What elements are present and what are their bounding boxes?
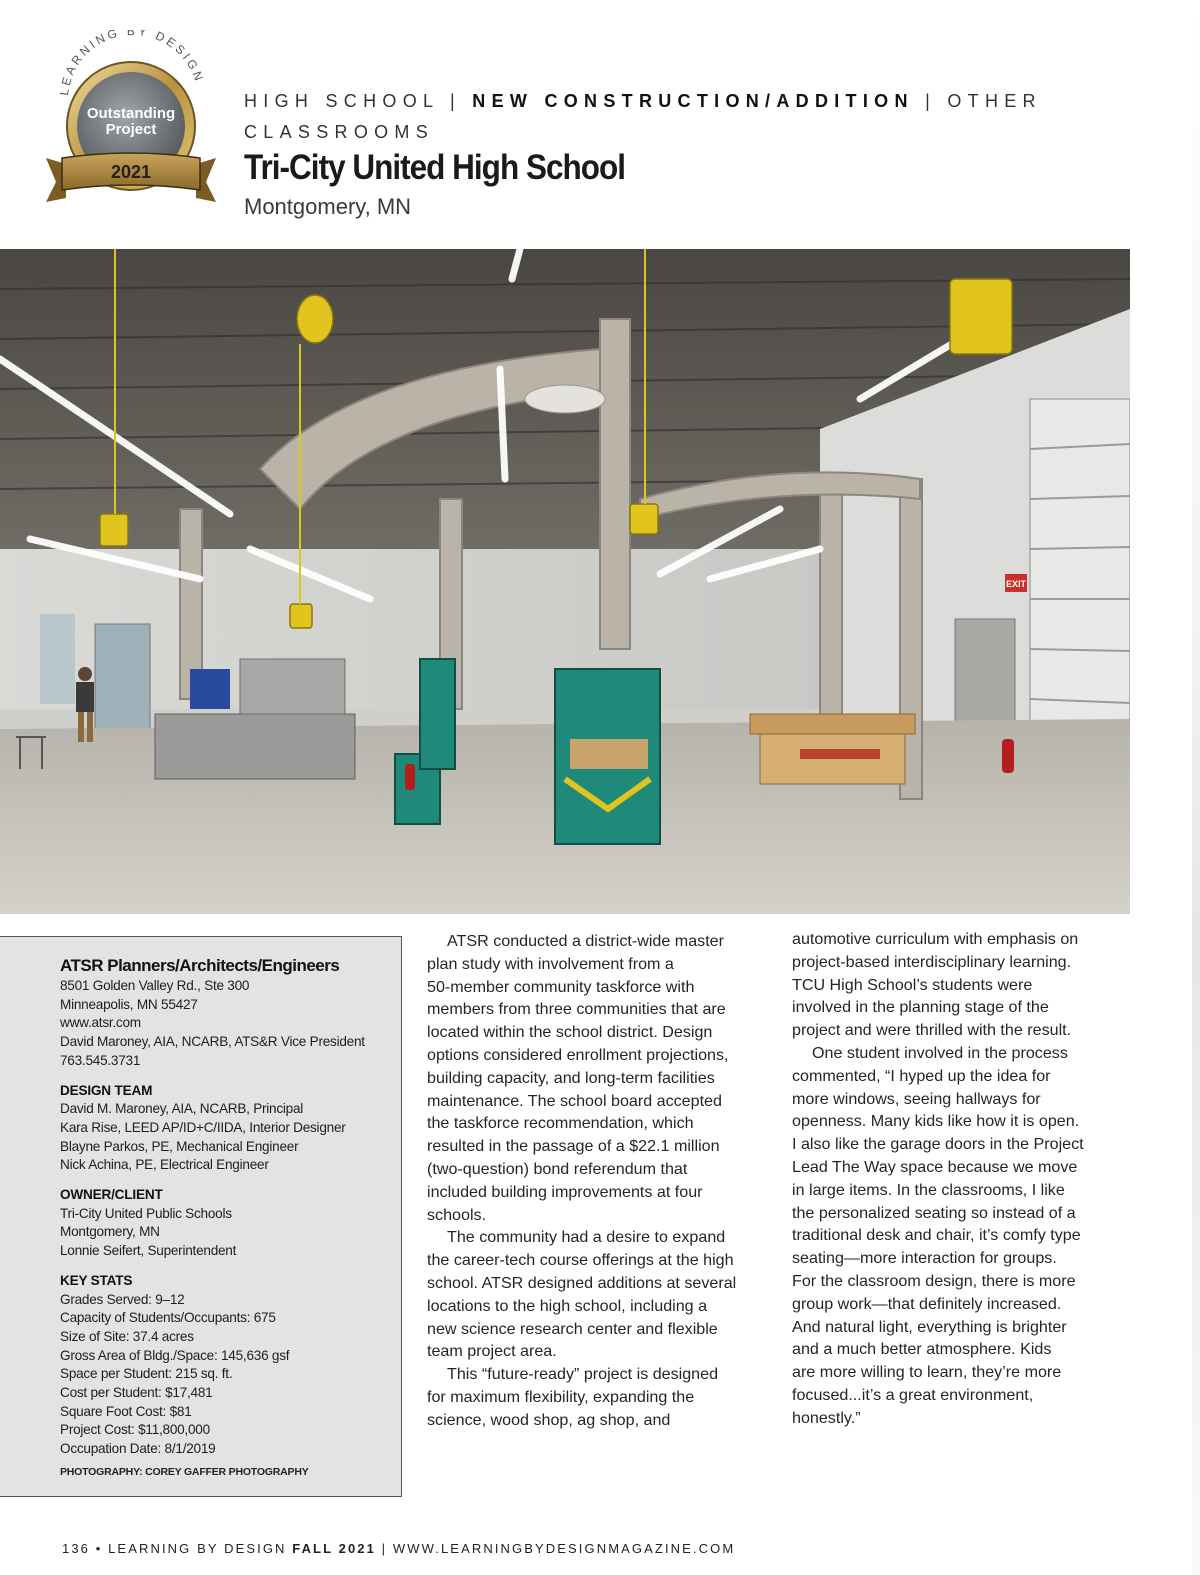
article-line: focused...it’s a great environment, — [792, 1385, 1034, 1404]
key-stat: Occupation Date: 8/1/2019 — [60, 1441, 216, 1457]
category-other-classrooms: OTHER CLASSROOMS — [244, 91, 1042, 142]
article-line: 50-member community taskforce with — [427, 977, 695, 996]
key-stat: Square Foot Cost: $81 — [60, 1403, 192, 1419]
article-line: for maximum flexibility, expanding the — [427, 1387, 695, 1406]
page-edge-strip — [1192, 0, 1200, 1575]
owner-heading: OWNER/CLIENT — [60, 1187, 163, 1203]
design-team-member: Nick Achina, PE, Electrical Engineer — [60, 1157, 269, 1173]
article-line: traditional desk and chair, it’s comfy type — [792, 1226, 1081, 1245]
key-stat: Capacity of Students/Occupants: 675 — [60, 1310, 276, 1326]
article-line: and a much better atmosphere. Kids — [792, 1340, 1052, 1359]
category-high-school: HIGH SCHOOL — [244, 91, 439, 111]
article-line: the taskforce recommendation, which — [427, 1114, 694, 1133]
svg-text:Outstanding: Outstanding — [86, 105, 176, 122]
page-footer — [62, 1541, 735, 1556]
key-stat: Cost per Student: $17,481 — [60, 1385, 213, 1401]
article-line: science, wood shop, ag shop, and — [427, 1410, 671, 1429]
key-stat: Gross Area of Bldg./Space: 145,636 gsf — [60, 1347, 290, 1363]
article-line: the personalized seating so instead of a — [792, 1203, 1076, 1222]
photo-credit: PHOTOGRAPHY: COREY GAFFER PHOTOGRAPHY — [60, 1465, 309, 1478]
key-stat: Size of Site: 37.4 acres — [60, 1328, 194, 1344]
article-line: For the classroom design, there is more — [792, 1271, 1076, 1290]
article-line: included building improvements at four — [427, 1182, 703, 1201]
design-team-member: David M. Maroney, AIA, NCARB, Principal — [60, 1101, 304, 1117]
category-separator: | — [449, 91, 461, 111]
firm-address-line2: Minneapolis, MN 55427 — [60, 996, 198, 1012]
article-line: are more willing to learn, they’re more — [792, 1363, 1062, 1382]
article-line: group work—that definitely increased. — [792, 1294, 1062, 1313]
article-line: automotive curriculum with emphasis on — [792, 930, 1079, 948]
article-line: options considered enrollment projections, — [427, 1045, 729, 1064]
article-line: seating—more interaction for groups. — [792, 1249, 1057, 1268]
article-line: And natural light, everything is brighter — [792, 1317, 1067, 1336]
owner-line: Montgomery, MN — [60, 1224, 160, 1240]
article-line: resulted in the passage of a $22.1 million — [427, 1137, 720, 1156]
design-team-member: Blayne Parkos, PE, Mechanical Engineer — [60, 1138, 299, 1154]
article-line: commented, “I hyped up the idea for — [792, 1066, 1051, 1085]
article-line: members from three communities that are — [427, 1000, 726, 1019]
key-stat: Space per Student: 215 sq. ft. — [60, 1366, 233, 1382]
footer-separator: | — [381, 1541, 388, 1556]
article-line: school. ATSR designed additions at several — [427, 1273, 737, 1292]
category-new-construction: NEW CONSTRUCTION/ADDITION — [472, 91, 914, 111]
article-line: Lead The Way space because we move — [792, 1157, 1078, 1176]
category-line — [244, 86, 1064, 148]
article-line: This “future-ready” project is designed — [447, 1365, 719, 1384]
footer-bullet: • — [95, 1541, 103, 1556]
key-stat: Project Cost: $11,800,000 — [60, 1422, 210, 1438]
article-line: TCU High School’s students were — [792, 975, 1033, 994]
project-info-sidebar — [0, 936, 402, 1497]
article-line: plan study with involvement from a — [427, 954, 674, 973]
magazine-url: WWW.LEARNINGBYDESIGNMAGAZINE.COM — [392, 1541, 736, 1556]
article-line: locations to the high school, including a — [427, 1296, 708, 1315]
firm-phone: 763.545.3731 — [60, 1052, 141, 1068]
firm-address-line1: 8501 Golden Valley Rd., Ste 300 — [60, 978, 250, 993]
article-line: new science research center and flexible — [427, 1319, 718, 1338]
article-line: located within the school district. Design — [427, 1023, 713, 1042]
article-column-1 — [427, 930, 772, 1432]
design-team-member: Kara Rise, LEED AP/ID+C/IIDA, Interior Designer — [60, 1119, 346, 1135]
owner-line: Lonnie Seifert, Superintendent — [60, 1243, 237, 1259]
magazine-name: LEARNING BY DESIGN — [108, 1541, 287, 1556]
owner-line: Tri-City United Public Schools — [60, 1205, 232, 1221]
key-stat: Grades Served: 9–12 — [60, 1291, 185, 1307]
page-number: 136 — [62, 1541, 90, 1556]
article-line: ATSR conducted a district-wide master — [447, 932, 724, 950]
award-seal-icon — [40, 30, 220, 210]
article-line: project and were thrilled with the result. — [792, 1021, 1072, 1040]
article-line: honestly.” — [792, 1408, 861, 1427]
svg-text:LEARNING BY DESIGN: LEARNING BY DESIGN — [57, 30, 207, 97]
firm-contact: David Maroney, AIA, NCARB, ATS&R Vice President — [60, 1034, 365, 1050]
issue-label: FALL 2021 — [292, 1541, 376, 1556]
article-line: openness. Many kids like how it is open. — [792, 1112, 1080, 1131]
project-title: Tri-City United High School — [244, 148, 626, 187]
article-column-2 — [792, 928, 1137, 1430]
article-line: in large items. In the classrooms, I like — [792, 1180, 1065, 1199]
article-line: One student involved in the process — [812, 1043, 1068, 1062]
shop-interior-photo — [0, 249, 1130, 914]
firm-website: www.atsr.com — [60, 1015, 141, 1031]
article-line: project-based interdisciplinary learning. — [792, 952, 1072, 971]
key-stats-heading: KEY STATS — [60, 1272, 133, 1288]
article-line: I also like the garage doors in the Project — [792, 1135, 1084, 1154]
article-line: (two-question) bond referendum that — [427, 1159, 688, 1178]
article-line: schools. — [427, 1205, 487, 1224]
article-line: team project area. — [427, 1342, 557, 1361]
article-line: the career-tech course offerings at the high — [427, 1251, 734, 1270]
article-line: more windows, seeing hallways for — [792, 1089, 1041, 1108]
article-line: building capacity, and long-term facilities — [427, 1068, 715, 1087]
article-line: The community had a desire to expand — [447, 1228, 726, 1247]
project-location: Montgomery, MN — [244, 194, 412, 219]
svg-text:2021: 2021 — [110, 162, 152, 182]
exit-sign: EXIT — [1005, 579, 1027, 589]
article-line: involved in the planning stage of the — [792, 998, 1049, 1017]
category-separator: | — [925, 91, 937, 111]
firm-name: ATSR Planners/Architects/Engineers — [60, 956, 340, 975]
award-badge — [40, 30, 220, 210]
article-line: maintenance. The school board accepted — [427, 1091, 722, 1110]
svg-text:Project: Project — [105, 121, 157, 138]
design-team-heading: DESIGN TEAM — [60, 1082, 153, 1098]
